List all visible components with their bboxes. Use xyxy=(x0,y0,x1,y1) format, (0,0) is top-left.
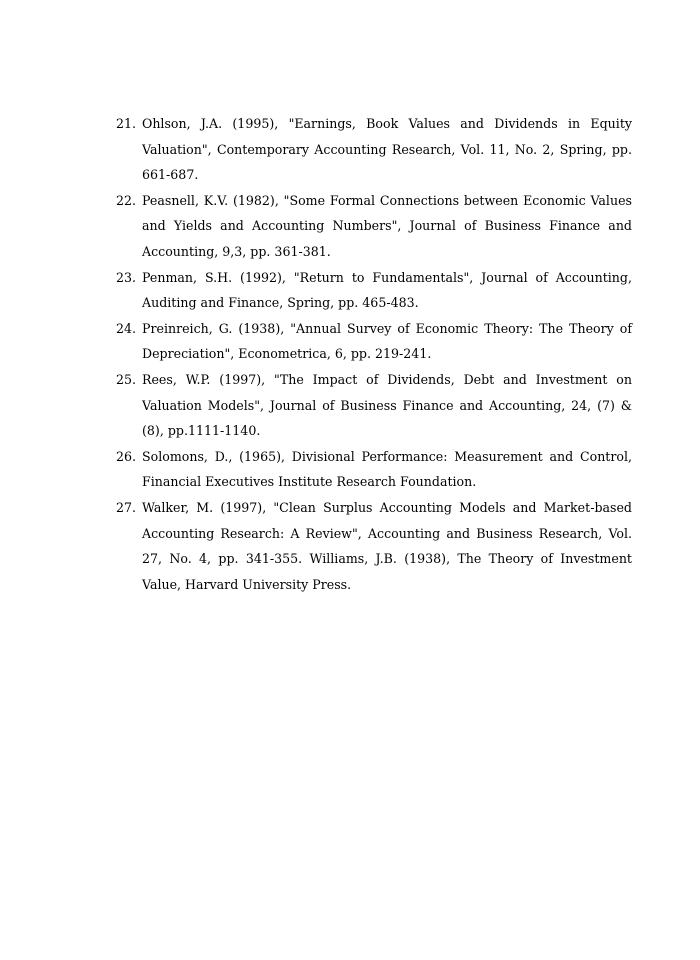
reference-list xyxy=(116,111,632,597)
reference-number: 26. xyxy=(116,448,137,464)
reference-item-22 xyxy=(116,188,632,265)
reference-number: 24. xyxy=(116,320,137,336)
reference-text: Ohlson, J.A. (1995), "Earnings, Book Values and Dividends in Equity Valuation", Contemporary Accounting Research, Vol. 11, No. 2, Spring, pp. 661-687. xyxy=(142,116,632,183)
reference-text: Penman, S.H. (1992), "Return to Fundamentals", Journal of Accounting, Auditing and Finance, Spring, pp. 465-483. xyxy=(142,269,632,311)
reference-item-23 xyxy=(116,265,632,316)
reference-text: Rees, W.P. (1997), "The Impact of Dividends, Debt and Investment on Valuation Models", Journal of Business Finance and Accounting, 24, (7) & (8), pp.1111-1140. xyxy=(142,371,632,439)
reference-text: Peasnell, K.V. (1982), "Some Formal Connections between Economic Values and Yields and Accounting Numbers", Journal of Business Finance and Accounting, 9,3, pp. 361-381. xyxy=(142,192,632,259)
reference-item-27 xyxy=(116,495,632,597)
reference-number: 22. xyxy=(116,192,137,208)
reference-text: Preinreich, G. (1938), "Annual Survey of Economic Theory: The Theory of Depreciation", Econometrica, 6, pp. 219-241. xyxy=(142,320,632,362)
reference-number: 23. xyxy=(116,269,137,285)
reference-number: 21. xyxy=(116,116,137,131)
reference-number: 27. xyxy=(116,499,137,515)
reference-text: Solomons, D., (1965), Divisional Performance: Measurement and Control, Financial Executives Institute Research Foundation. xyxy=(142,448,632,490)
reference-item-25 xyxy=(116,367,632,444)
reference-item-26 xyxy=(116,444,632,495)
reference-number: 25. xyxy=(116,371,137,387)
reference-item-21 xyxy=(116,111,632,188)
reference-item-24 xyxy=(116,316,632,367)
reference-text: Walker, M. (1997), "Clean Surplus Accounting Models and Market-based Accounting Research: A Review", Accounting and Business Research, Vol. 27, No. 4, pp. 341-355. Williams, J.B. (1938), The Theory of Investment Value, Harvard University Press. xyxy=(142,499,632,592)
